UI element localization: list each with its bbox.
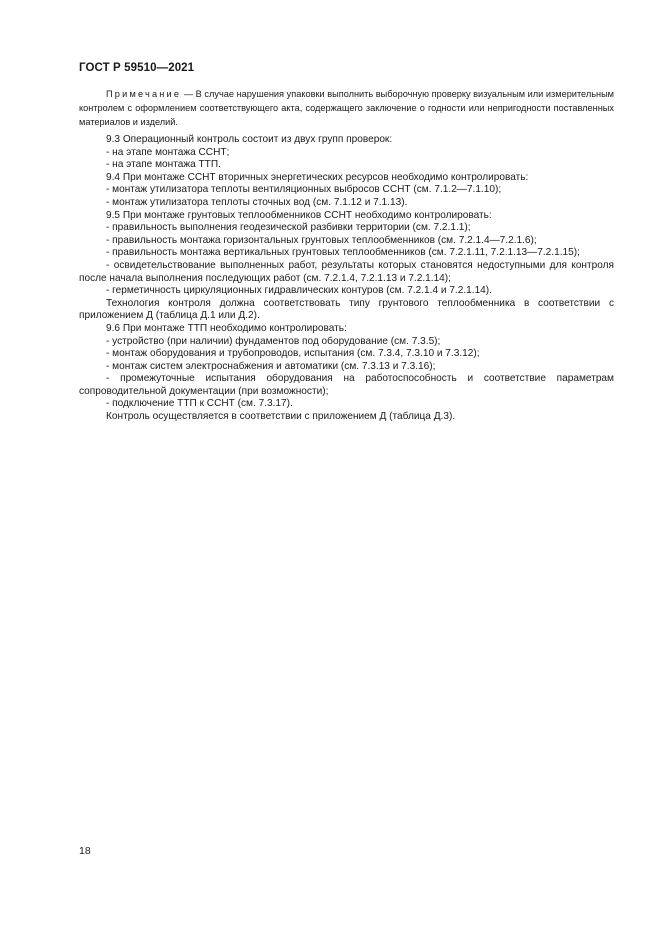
list-item: - монтаж утилизатора теплоты сточных вод (см. 7.1.12 и 7.1.13).	[106, 196, 408, 208]
document-body	[79, 87, 614, 424]
note-dash: —	[181, 89, 196, 99]
body-paragraph: Контроль осуществляется в соответствии с приложением Д (таблица Д.3).	[106, 411, 456, 423]
list-item: - монтаж систем электроснабжения и автоматики (см. 7.3.13 и 7.3.16);	[106, 360, 436, 372]
paragraph-9-5: 9.5 При монтаже грунтовых теплообменников ССНТ необходимо контролировать:	[106, 209, 492, 221]
paragraph-9-4: 9.4 При монтаже ССНТ вторичных энергетических ресурсов необходимо контролировать:	[106, 171, 529, 183]
paragraph-9-6: 9.6 При монтаже ТТП необходимо контролировать:	[106, 322, 347, 334]
list-item: - освидетельствование выполненных работ, результаты которых становятся недоступными для контроля после начала выполнения последующих работ (см. 7.2.1.4, 7.2.1.13 и 7.2.1.14);	[79, 259, 614, 284]
list-item: - на этапе монтажа ТТП.	[106, 159, 221, 171]
note-text: В случае нарушения упаковки выполнить выборочную проверку визуальным или измерительным контролем с оформлением соответствующего акта, содержащего заключение о годности или непригодности поставленных материалов и изделий.	[79, 89, 614, 127]
list-item: - правильность выполнения геодезической разбивки территории (см. 7.2.1.1);	[106, 222, 471, 234]
list-item: - правильность монтажа горизонтальных грунтовых теплообменников (см. 7.2.1.4—7.2.1.6);	[106, 234, 537, 246]
body-paragraph: Технология контроля должна соответствовать типу грунтового теплообменника в соответствии с приложением Д (таблица Д.1 или Д.2).	[79, 297, 614, 322]
note-label: Примечание	[106, 89, 182, 99]
page-number: 18	[79, 845, 91, 857]
list-item: - подключение ТТП к ССНТ (см. 7.3.17).	[106, 398, 293, 410]
paragraph-9-3: 9.3 Операционный контроль состоит из двух групп проверок:	[106, 134, 393, 145]
list-item: - на этапе монтажа ССНТ;	[106, 146, 230, 158]
list-item: - монтаж утилизатора теплоты вентиляционных выбросов ССНТ (см. 7.1.2—7.1.10);	[106, 184, 502, 196]
list-item: - устройство (при наличии) фундаментов под оборудование (см. 7.3.5);	[106, 335, 441, 347]
note-paragraph	[79, 87, 614, 129]
list-item: - правильность монтажа вертикальных грунтовых теплообменников (см. 7.2.1.11, 7.2.1.13—7.2.1.15);	[106, 247, 580, 259]
list-item: - монтаж оборудования и трубопроводов, испытания (см. 7.3.4, 7.3.10 и 7.3.12);	[106, 348, 480, 360]
list-item: - герметичность циркуляционных гидравлических контуров (см. 7.2.1.4 и 7.2.1.14).	[106, 285, 492, 297]
list-item: - промежуточные испытания оборудования на работоспособность и соответствие параметрам сопроводительной документации (при возможности);	[79, 373, 614, 397]
document-code: ГОСТ Р 59510—2021	[79, 62, 195, 74]
